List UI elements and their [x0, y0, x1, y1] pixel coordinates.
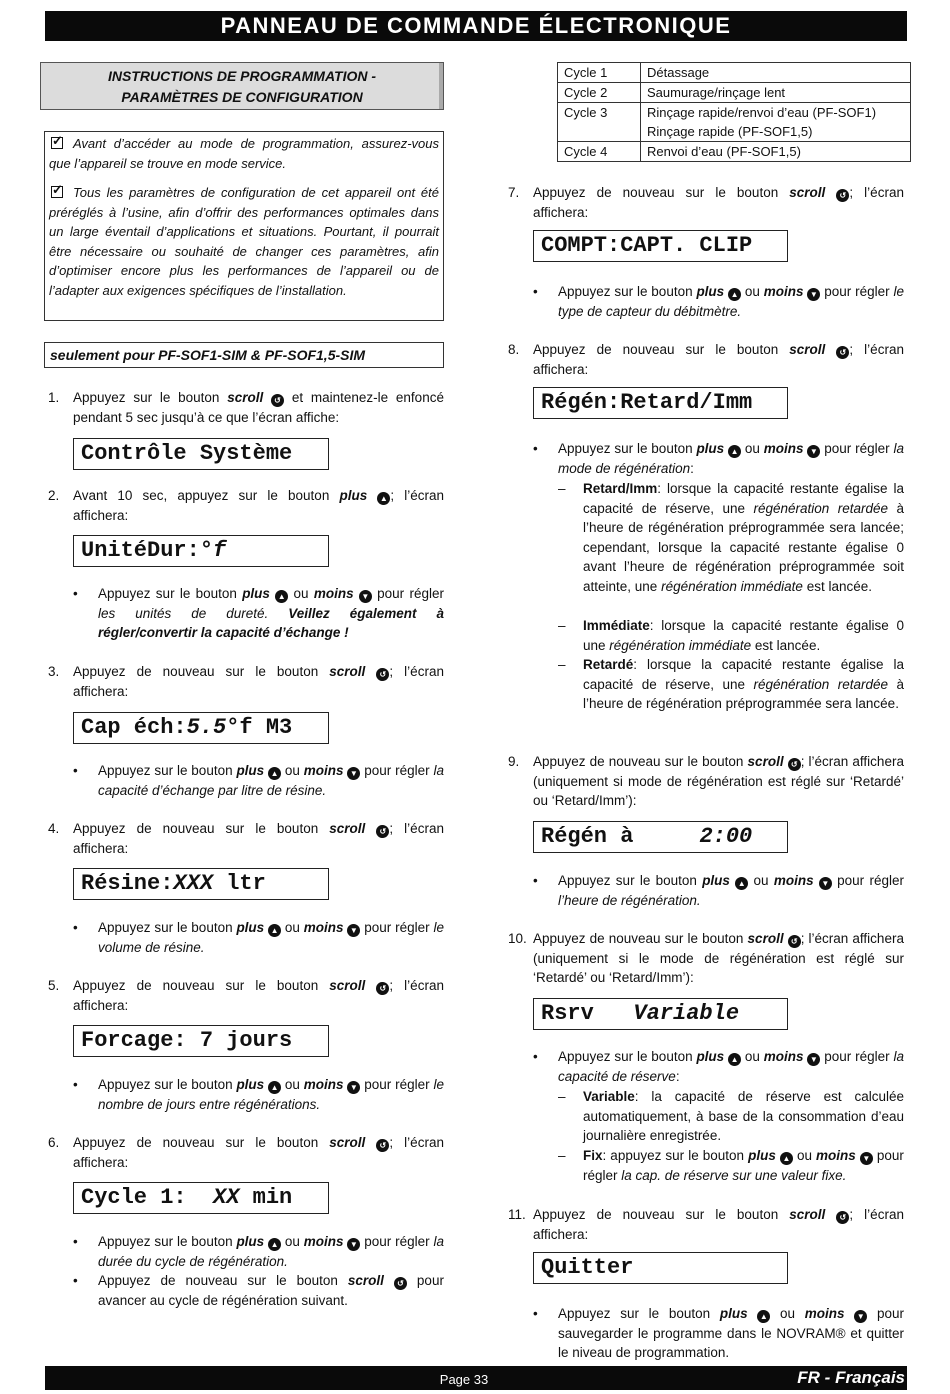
text: ou	[744, 441, 760, 456]
plus-word: plus	[702, 873, 730, 888]
cycle-cell: Cycle 4	[558, 142, 641, 162]
text: la cap. de réserve sur une valeur fixe.	[621, 1167, 847, 1183]
plus-icon: ▲	[757, 1310, 770, 1323]
text: : lorsque la capacité restante égalise la capacité de réserve, une	[583, 657, 904, 692]
text: pour	[364, 1234, 392, 1249]
text: ou	[753, 873, 769, 888]
desc-line: Rinçage rapide/renvoi d’eau (PF-SOF1)	[647, 105, 877, 120]
step-6-text	[73, 1133, 444, 1172]
scroll-word: scroll	[329, 821, 366, 836]
text: Appuyez sur le bouton	[558, 441, 693, 456]
text: ; l’écran affichera:	[533, 342, 904, 377]
text: Appuyez de nouveau sur le bouton	[73, 1135, 319, 1150]
sub-bullet-text	[583, 1087, 904, 1146]
step-8-text	[533, 340, 904, 379]
desc-line: Rinçage rapide (PF-SOF1,5)	[647, 124, 813, 139]
step-11-text	[533, 1205, 904, 1244]
minus-icon: ▼	[347, 767, 360, 780]
bullet-text	[98, 1075, 444, 1114]
bullet-text	[558, 1047, 904, 1086]
text: Appuyez sur le bouton	[558, 873, 697, 888]
bullet-dot: •	[533, 441, 538, 456]
scroll-word: scroll	[347, 1273, 384, 1288]
minus-icon: ▼	[807, 288, 820, 301]
minus-word: moins	[763, 1049, 804, 1064]
step-2-text	[73, 486, 444, 525]
text: Appuyez de nouveau sur le bouton	[533, 185, 779, 200]
text: Appuyez de nouveau sur le bouton	[98, 1273, 338, 1288]
bullet-dot: •	[533, 1049, 538, 1064]
minus-word: moins	[313, 586, 354, 601]
sub-bullet-text	[583, 1146, 904, 1185]
plus-word: plus	[696, 284, 725, 299]
step-number: 4.	[48, 821, 60, 836]
plus-icon: ▲	[268, 924, 281, 937]
bullet-dot: •	[73, 586, 78, 601]
text: ; l’écran affichera:	[73, 664, 444, 699]
plus-icon: ▲	[735, 877, 748, 890]
bullet-dot: •	[533, 284, 538, 299]
text: régler	[395, 1077, 430, 1092]
bullet-dot: •	[73, 1273, 78, 1288]
lcd-text: Cycle 1:	[81, 1185, 214, 1210]
text: pour	[824, 1049, 852, 1064]
step-number: 5.	[48, 978, 60, 993]
text: régler	[409, 586, 444, 601]
table-row	[558, 142, 911, 162]
text: régler	[395, 920, 430, 935]
text: régénération retardée	[753, 676, 889, 692]
text: le nombre de jours entre régénérations.	[98, 1077, 444, 1112]
bullet-dot: •	[73, 1234, 78, 1249]
minus-word: moins	[303, 1234, 344, 1249]
text: Appuyez sur le bouton	[558, 284, 693, 299]
text: : appuyez sur le bouton	[602, 1148, 745, 1163]
text: : lorsque la capacité restante égalise la capacité de réserve, une	[583, 481, 904, 516]
scroll-word: scroll	[227, 390, 264, 405]
text: Appuyez de nouveau sur le bouton	[533, 754, 744, 769]
lcd-display	[73, 1182, 329, 1214]
text: pour	[824, 441, 852, 456]
text: Retard/Imm	[583, 481, 658, 496]
minus-word: moins	[303, 1077, 344, 1092]
bullet-text	[558, 871, 904, 910]
plus-word: plus	[696, 441, 725, 456]
step-number: 7.	[508, 185, 520, 200]
lcd-display: Quitter	[533, 1252, 788, 1284]
scroll-icon: ↺	[376, 982, 389, 995]
section-title-line2: PARAMÈTRES DE CONFIGURATION	[121, 89, 363, 105]
text: régler	[395, 763, 430, 778]
text: Variable	[583, 1089, 635, 1104]
text: Appuyez de nouveau sur le bouton	[73, 821, 319, 836]
lcd-display	[73, 868, 329, 900]
bullet-text	[558, 282, 904, 321]
text: ou	[780, 1306, 796, 1321]
text: :	[690, 460, 694, 476]
bullet-text	[98, 761, 444, 800]
lcd-display	[73, 535, 329, 567]
minus-word: moins	[804, 1306, 845, 1321]
text: le volume de résine.	[98, 920, 444, 955]
minus-icon: ▼	[807, 1053, 820, 1066]
plus-icon: ▲	[728, 445, 741, 458]
lcd-display	[533, 821, 788, 853]
model-label: seulement pour PF-SOF1-SIM & PF-SOF1,5-SIM	[44, 342, 444, 368]
plus-word: plus	[236, 920, 265, 935]
plus-icon: ▲	[728, 288, 741, 301]
step-number: 8.	[508, 342, 520, 357]
text: ou	[284, 763, 300, 778]
scroll-word: scroll	[329, 1135, 366, 1150]
page-banner-title: PANNEAU DE COMMANDE ÉLECTRONIQUE	[45, 11, 907, 41]
checkbox-icon	[51, 186, 63, 198]
scroll-word: scroll	[789, 342, 826, 357]
table-row	[558, 103, 911, 142]
bullet-dot: •	[533, 873, 538, 888]
lcd-text: 5.5	[186, 715, 227, 740]
lcd-display: Régén:Retard/Imm	[533, 387, 788, 419]
bullet-text	[98, 1271, 444, 1310]
text: ; l’écran affichera:	[533, 1207, 904, 1242]
text: Veillez également à régler/convertir la capacité d’échange !	[98, 605, 444, 640]
cycle-cell: Cycle 1	[558, 63, 641, 83]
lcd-display: Contrôle Système	[73, 438, 329, 470]
dash: –	[558, 1089, 566, 1104]
text: ou	[744, 1049, 760, 1064]
minus-word: moins	[773, 873, 814, 888]
step-4-text	[73, 819, 444, 858]
note-1	[49, 134, 439, 173]
cycle-table	[557, 62, 911, 162]
lcd-display: Forcage: 7 jours	[73, 1025, 329, 1057]
text: régler	[855, 284, 890, 299]
cycle-cell: Cycle 2	[558, 83, 641, 103]
minus-word: moins	[303, 763, 344, 778]
bullet-text	[98, 584, 444, 643]
step-number: 10.	[508, 931, 527, 946]
sub-bullet-text	[583, 479, 904, 596]
text: à l’heure de régénération préprogrammée sera lancée.	[583, 676, 904, 711]
text: régénération immédiate	[661, 578, 803, 594]
dash: –	[558, 1148, 566, 1163]
bullet-dot: •	[73, 763, 78, 778]
text: Appuyez sur le bouton	[98, 1077, 233, 1092]
plus-word: plus	[236, 1234, 265, 1249]
text: ou	[293, 586, 309, 601]
text: pour	[876, 1306, 904, 1321]
notes-box	[44, 131, 444, 321]
step-9-text	[533, 752, 904, 811]
text: la mode de régénération	[558, 441, 904, 476]
text: Retardé	[583, 657, 634, 672]
plus-icon: ▲	[268, 1238, 281, 1251]
text: le type de capteur du débitmètre.	[558, 284, 904, 319]
text: Appuyez sur le bouton	[98, 920, 233, 935]
note-1-text: Avant d’accéder au mode de programmation, assurez-vous que l’appareil se trouve en mode service.	[49, 136, 439, 171]
minus-icon: ▼	[854, 1310, 867, 1323]
step-number: 3.	[48, 664, 60, 679]
bullet-text	[558, 1304, 904, 1363]
scroll-icon: ↺	[376, 1139, 389, 1152]
text: régénération immédiate	[609, 637, 752, 653]
plus-icon: ▲	[268, 767, 281, 780]
text: ou	[796, 1148, 812, 1163]
plus-word: plus	[236, 763, 265, 778]
minus-icon: ▼	[359, 590, 372, 603]
desc-cell: Détassage	[641, 63, 911, 83]
dash: –	[558, 657, 566, 672]
lcd-text: Rsrv	[541, 1001, 634, 1026]
note-2-text: Tous les paramètres de configuration de cet appareil ont été préréglés à l’usine, afin d’offrir des performances optimales dans un large éventail d’applications et situations. Pourtant, il pourrait être nécessaire ou souhaité de changer ces paramètres, afin d’optimiser encore plus les performances de l’appareil ou de l’adapter aux exigences spécifiques de l’installation.	[49, 185, 439, 298]
plus-icon: ▲	[728, 1053, 741, 1066]
step-number: 11.	[508, 1207, 526, 1222]
text: Appuyez sur le bouton	[98, 763, 233, 778]
bullet-dot: •	[533, 1306, 538, 1321]
text: ou	[284, 920, 300, 935]
text: régler	[855, 1049, 890, 1064]
lcd-text: Cap éch:	[81, 715, 187, 740]
minus-icon: ▼	[807, 445, 820, 458]
minus-word: moins	[303, 920, 344, 935]
text: ou	[284, 1234, 300, 1249]
bullet-text	[98, 1232, 444, 1271]
bullet-dot: •	[73, 1077, 78, 1092]
bullet-text	[558, 439, 904, 478]
text: Appuyez de nouveau sur le bouton	[533, 342, 779, 357]
lcd-text: Variable	[633, 1001, 740, 1026]
text: pour	[364, 1077, 392, 1092]
minus-word: moins	[763, 441, 804, 456]
step-1-text	[73, 388, 444, 427]
text: Appuyez sur le bouton	[558, 1306, 711, 1321]
section-title-box	[40, 62, 444, 110]
text: Appuyez sur le bouton	[558, 1049, 693, 1064]
plus-word: plus	[748, 1148, 776, 1163]
bullet-text	[98, 918, 444, 957]
step-number: 1.	[48, 390, 60, 405]
text: ; l’écran affichera:	[533, 185, 904, 220]
scroll-icon: ↺	[836, 346, 849, 359]
text: : la capacité de réserve est calculée automatiquement, à base de la consommation d’eau journalière enregistrée.	[583, 1089, 904, 1143]
minus-icon: ▼	[860, 1152, 873, 1165]
text: ou	[744, 284, 760, 299]
text: l’heure de régénération.	[558, 892, 701, 908]
note-2	[49, 183, 439, 300]
plus-word: plus	[339, 488, 368, 503]
step-7-text	[533, 183, 904, 222]
text: pour avancer au cycle de régénération suivant.	[98, 1273, 444, 1308]
lcd-text: XX	[213, 1185, 240, 1210]
step-5-text	[73, 976, 444, 1015]
page-number: Page 33	[439, 1372, 489, 1387]
section-title-line1: INSTRUCTIONS DE PROGRAMMATION -	[107, 68, 377, 84]
lcd-display	[73, 712, 329, 744]
minus-icon: ▼	[819, 877, 832, 890]
text: : lorsque la capacité restante égalise 0 une	[583, 618, 904, 653]
plus-word: plus	[236, 1077, 265, 1092]
text: Avant 10 sec, appuyez sur le bouton	[73, 488, 330, 503]
text: régler	[395, 1234, 430, 1249]
plus-word: plus	[719, 1306, 748, 1321]
step-number: 2.	[48, 488, 60, 503]
text: ; l’écran affichera:	[73, 821, 444, 856]
minus-word: moins	[763, 284, 804, 299]
lcd-text: UnitéDur:	[81, 538, 200, 563]
text: Appuyez de nouveau sur le bouton	[73, 664, 319, 679]
desc-cell	[641, 103, 911, 142]
lcd-display	[533, 998, 788, 1030]
cycle-cell: Cycle 3	[558, 103, 641, 142]
scroll-icon: ↺	[836, 1211, 849, 1224]
minus-icon: ▼	[347, 1238, 360, 1251]
text: ou	[284, 1077, 300, 1092]
minus-icon: ▼	[347, 924, 360, 937]
text: pour	[377, 586, 405, 601]
text: Appuyez de nouveau sur le bouton	[73, 978, 319, 993]
text: la durée du cycle de régénération.	[98, 1234, 444, 1269]
table-row	[558, 63, 911, 83]
scroll-word: scroll	[789, 185, 826, 200]
lcd-text: min	[239, 1185, 293, 1210]
text: est lancée.	[806, 578, 872, 594]
text: pour	[824, 284, 852, 299]
text: pour	[837, 873, 865, 888]
desc-cell: Saumurage/rinçage lent	[641, 83, 911, 103]
text: est lancée.	[754, 637, 821, 653]
text: ; l’écran affichera:	[73, 488, 444, 523]
scroll-icon: ↺	[376, 668, 389, 681]
text: la capacité de réserve	[558, 1049, 904, 1084]
scroll-icon: ↺	[788, 935, 801, 948]
step-3-text	[73, 662, 444, 701]
plus-icon: ▲	[268, 1081, 281, 1094]
lcd-text: 2:00	[699, 824, 753, 849]
page-footer	[45, 1366, 907, 1390]
plus-icon: ▲	[377, 492, 390, 505]
scroll-word: scroll	[747, 754, 784, 769]
lcd-text: Régén à	[541, 824, 700, 849]
step-number: 9.	[508, 754, 520, 769]
language-label: FR - Français	[797, 1368, 905, 1387]
dash: –	[558, 481, 566, 496]
scroll-word: scroll	[789, 1207, 826, 1222]
scroll-icon: ↺	[271, 394, 284, 407]
text: Appuyez sur le bouton	[98, 1234, 233, 1249]
text: ; l’écran affichera:	[73, 1135, 444, 1170]
text: pour	[364, 763, 392, 778]
step-number: 6.	[48, 1135, 60, 1150]
scroll-word: scroll	[329, 978, 366, 993]
dash: –	[558, 618, 566, 633]
scroll-icon: ↺	[376, 825, 389, 838]
plus-icon: ▲	[275, 590, 288, 603]
plus-word: plus	[242, 586, 270, 601]
text: Appuyez de nouveau sur le bouton	[533, 931, 744, 946]
scroll-icon: ↺	[394, 1277, 407, 1290]
table-row	[558, 83, 911, 103]
text: pour	[364, 920, 392, 935]
text: Immédiate	[583, 618, 650, 633]
minus-icon: ▼	[347, 1081, 360, 1094]
text: sauvegarder le programme dans le NOVRAM® et quitter le niveau de programmation.	[558, 1325, 904, 1360]
lcd-display: COMPT:CAPT. CLIP	[533, 230, 788, 262]
text: Fix	[583, 1148, 603, 1163]
text: et maintenez-le enfoncé pendant 5 sec jusqu’à ce que l’écran affiche:	[73, 390, 444, 425]
text: Appuyez sur le bouton	[98, 586, 237, 601]
plus-word: plus	[696, 1049, 725, 1064]
bullet-dot: •	[73, 920, 78, 935]
text: ; l’écran affichera (uniquement si le mode de régénération est réglé sur ‘Retardé’ ou ‘Retard/Imm’):	[533, 931, 904, 985]
sub-bullet-text	[583, 616, 904, 655]
text: pour régler	[583, 1148, 904, 1183]
text: Appuyez de nouveau sur le bouton	[533, 1207, 779, 1222]
text: ; l’écran affichera:	[73, 978, 444, 1013]
text: à l’heure de régénération préprogrammée sera lancée; cependant, lorsque la capacité restante égalise 0 avant l’heure de régénération préprogrammée soit atteinte, une	[583, 500, 904, 594]
plus-icon: ▲	[780, 1152, 793, 1165]
text: régler	[855, 441, 890, 456]
minus-word: moins	[816, 1148, 856, 1163]
scroll-word: scroll	[329, 664, 366, 679]
lcd-text: ltr	[213, 871, 266, 896]
scroll-icon: ↺	[836, 189, 849, 202]
text: la capacité d’échange par litre de résine.	[98, 763, 444, 798]
text: les unités de dureté.	[98, 605, 269, 621]
lcd-text: XXX	[173, 871, 214, 896]
step-10-text	[533, 929, 904, 988]
text: :	[675, 1068, 680, 1084]
checkbox-icon	[51, 137, 63, 149]
text: régler	[869, 873, 904, 888]
desc-cell: Renvoi d’eau (PF-SOF1,5)	[641, 142, 911, 162]
text: Appuyez sur le bouton	[73, 390, 220, 405]
text: régénération retardée	[753, 500, 889, 516]
lcd-text: Résine:	[81, 871, 174, 896]
scroll-icon: ↺	[788, 758, 801, 771]
scroll-word: scroll	[747, 931, 784, 946]
sub-bullet-text	[583, 655, 904, 714]
lcd-text: °f	[199, 538, 227, 563]
text: ; l’écran affichera (uniquement si mode de régénération est réglé sur ‘Retardé’ ou ‘Retard/Imm’):	[533, 754, 904, 808]
lcd-text: °f M3	[226, 715, 293, 740]
